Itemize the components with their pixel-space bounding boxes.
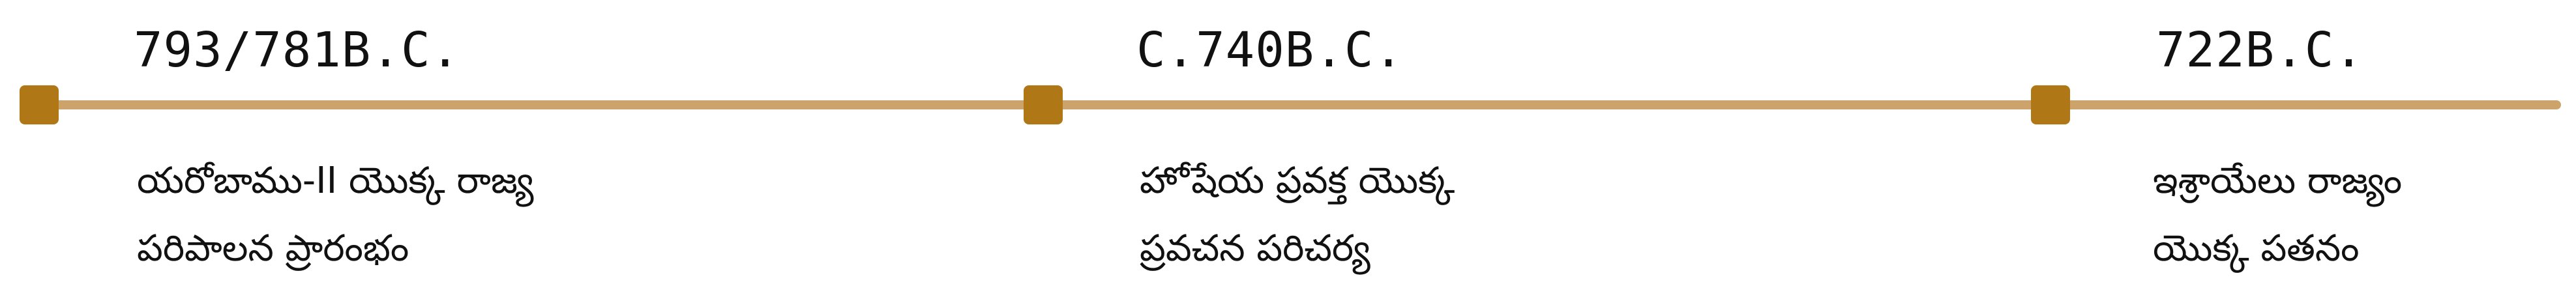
event-description-1 (137, 147, 632, 283)
event-description-2 (1140, 147, 1635, 283)
event-description-3 (2153, 147, 2576, 283)
event-description-1-line-1: యరోబాము-II యొక్క రాజ్య (137, 160, 534, 202)
timeline-axis-line (39, 100, 2561, 109)
event-description-3-line-2: యొక్క పతనం (2153, 227, 2360, 270)
timeline-marker-1 (20, 85, 59, 124)
event-date-3: 722B.C. (2156, 22, 2364, 78)
event-description-2-line-2: ప్రవచన పరిచర్య (1140, 227, 1370, 270)
event-description-1-line-2: పరిపాలన ప్రారంభం (137, 227, 409, 270)
event-date-2: C.740B.C. (1136, 22, 1404, 78)
event-date-1: 793/781B.C. (134, 22, 461, 78)
event-description-2-line-1: హోషేయ ప్రవక్త యొక్క (1140, 160, 1455, 202)
event-description-3-line-1: ఇశ్రాయేలు రాజ్యం (2153, 160, 2403, 202)
timeline-marker-3 (2031, 85, 2070, 124)
timeline-marker-2 (1024, 85, 1063, 124)
